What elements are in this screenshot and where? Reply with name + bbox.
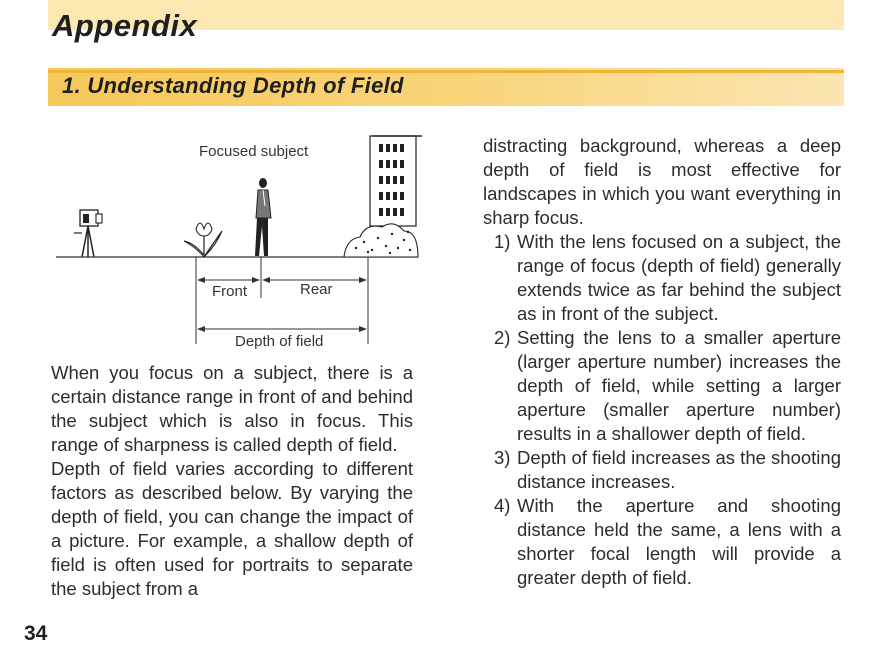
rear-label: Rear: [300, 281, 333, 298]
right-column: [483, 134, 841, 590]
list-number: 3): [494, 447, 511, 468]
list-text: With the aperture and shooting distance held the same, a lens with a shorter focal length will provide a greater depth of field.: [517, 495, 841, 588]
paragraph: distracting background, whereas a deep depth of field is most effective for landscapes in which you want everything in sharp focus.: [483, 135, 841, 228]
paragraph: When you focus on a subject, there is a certain distance range in front of and behind the subject which is also in focus. This range of sharpness is called depth of field.: [51, 362, 413, 455]
left-column: [51, 361, 413, 601]
focused-subject-label: Focused subject: [199, 143, 309, 160]
page-number: 34: [24, 622, 48, 645]
section-heading: 1. Understanding Depth of Field: [62, 73, 404, 98]
flower-icon: [184, 223, 222, 257]
person-icon: [255, 178, 271, 256]
factor-list: [483, 230, 841, 590]
list-item: [483, 326, 841, 446]
building-icon: [370, 136, 422, 226]
list-number: 1): [494, 231, 511, 252]
list-text: With the lens focused on a subject, the range of focus (depth of field) generally extends twice as far behind the subject as in front of the subject.: [517, 231, 841, 324]
list-item: [483, 230, 841, 326]
list-item: [483, 446, 841, 494]
depth-of-field-diagram: [52, 130, 422, 360]
list-text: Depth of field increases as the shooting distance increases.: [517, 447, 841, 492]
page-title: Appendix: [52, 8, 198, 43]
list-number: 4): [494, 495, 511, 516]
bush-icon: [344, 224, 418, 257]
front-label: Front: [212, 283, 248, 300]
list-item: [483, 494, 841, 590]
paragraph: Depth of field varies according to different factors as described below. By varying the depth of field, you can change the impact of a picture. For example, a shallow depth of field is often used for portraits to separate the subject from a: [51, 458, 413, 599]
depth-of-field-label: Depth of field: [235, 333, 324, 350]
list-number: 2): [494, 327, 511, 348]
camera-icon: [74, 210, 102, 257]
list-text: Setting the lens to a smaller aperture (larger aperture number) increases the depth of field, while setting a larger aperture (smaller aperture number) results in a shallower depth of field.: [517, 327, 841, 444]
